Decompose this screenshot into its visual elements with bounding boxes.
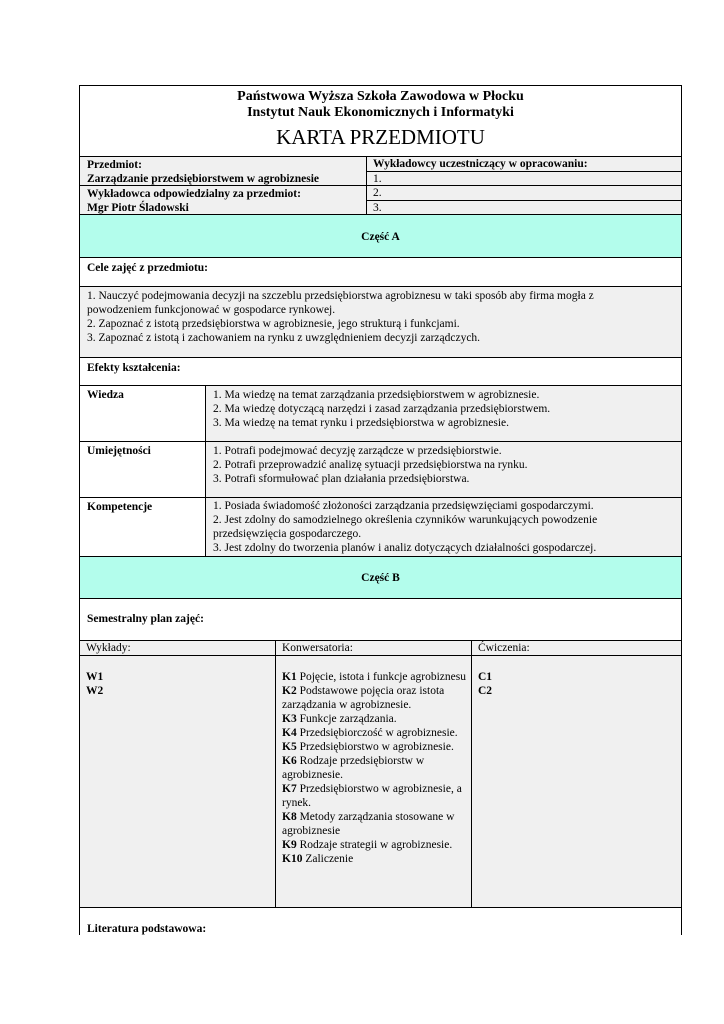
effect-content-cell bbox=[205, 385, 682, 442]
effect-label-skills: Umiejętności bbox=[87, 445, 151, 457]
effect-line: 2. Jest zdolny do samodzielnego określenia czynników warunkujących powodzenie bbox=[213, 514, 598, 526]
conversation-item: K6 Rodzaje przedsiębiorstw w agrobiznesie. bbox=[282, 755, 425, 781]
effect-label-competences: Kompetencje bbox=[87, 501, 153, 513]
effect-line: 1. Potrafi podejmować decyzję zarządcze w przedsiębiorstwie. bbox=[213, 445, 502, 457]
effect-knowledge-text bbox=[213, 388, 550, 430]
column-header bbox=[275, 640, 472, 656]
exercise-item: C2 bbox=[478, 685, 493, 697]
effect-content-cell bbox=[205, 441, 682, 498]
part-b-header bbox=[79, 556, 682, 599]
effect-line: 3. Jest zdolny do tworzenia planów i analiz dotyczących działalności gospodarczej. bbox=[213, 542, 597, 554]
goals-label: Cele zajęć z przedmiotu: bbox=[87, 262, 209, 274]
effect-label-cell bbox=[79, 385, 206, 442]
lecturer-cell bbox=[79, 185, 367, 215]
effect-line: 3. Ma wiedzę na temat rynku i przedsiębiorstwa w agrobiznesie. bbox=[213, 417, 510, 429]
subject-cell bbox=[79, 156, 367, 186]
part-a-header bbox=[79, 214, 682, 258]
goals-cell bbox=[79, 286, 682, 358]
conversation-item: K1 Pojęcie, istota i funkcje agrobiznesu bbox=[282, 671, 466, 683]
lectures-cell bbox=[79, 655, 276, 908]
conversation-item: K9 Rodzaje strategii w agrobiznesie. bbox=[282, 839, 453, 851]
goals-header bbox=[79, 257, 682, 287]
column-lectures: Wykłady: bbox=[86, 642, 131, 654]
effect-line: 1. Posiada świadomość złożoności zarządzania przedsięwzięciami gospodarczymi. bbox=[213, 500, 594, 512]
exercises-list bbox=[478, 670, 492, 698]
co-lecturers-label: Wykładowcy uczestniczący w opracowaniu: bbox=[373, 158, 588, 170]
lecture-item: W1 bbox=[86, 671, 104, 683]
subject-value: Zarządzanie przedsiębiorstwem w agrobiznesie bbox=[87, 173, 319, 185]
goal-line: 1. Nauczyć podejmowania decyzji na szczeblu przedsiębiorstwa agrobiznesu w taki sposób aby firma mogła z bbox=[87, 290, 594, 302]
institute-name: Instytut Nauk Ekonomicznych i Informatyki bbox=[247, 105, 514, 120]
conversation-item: K8 Metody zarządzania stosowane w agrobiznesie bbox=[282, 811, 455, 837]
conversations-list bbox=[282, 670, 468, 866]
page-title: KARTA PRZEDMIOTU bbox=[276, 125, 485, 149]
column-header bbox=[79, 640, 276, 656]
plan-label: Semestralny plan zajęć: bbox=[87, 613, 204, 625]
effects-label: Efekty kształcenia: bbox=[87, 362, 181, 374]
header-box bbox=[79, 85, 682, 157]
column-conversations: Konwersatoria: bbox=[282, 642, 353, 654]
effect-competences-text bbox=[213, 499, 597, 555]
effect-line: 2. Potrafi przeprowadzić analizę sytuacji przedsiębiorstwa na rynku. bbox=[213, 459, 528, 471]
conversation-item: K4 Przedsiębiorczość w agrobiznesie. bbox=[282, 727, 458, 739]
goals-text bbox=[87, 289, 594, 345]
effect-label-cell bbox=[79, 441, 206, 498]
plan-header bbox=[79, 598, 682, 641]
effect-line: 2. Ma wiedzę dotyczącą narzędzi i zasad zarządzania przedsiębiorstwem. bbox=[213, 403, 551, 415]
co-lecturer-row bbox=[366, 200, 682, 215]
column-header bbox=[471, 640, 682, 656]
effect-content-cell bbox=[205, 497, 682, 557]
part-a-label: Część A bbox=[361, 231, 400, 243]
co-lecturer-2: 2. bbox=[373, 187, 382, 199]
effect-line: 1. Ma wiedzę na temat zarządzania przedsiębiorstwem w agrobiznesie. bbox=[213, 389, 540, 401]
effect-line: 3. Potrafi sformułować plan działania przedsiębiorstwa. bbox=[213, 473, 470, 485]
part-b-label: Część B bbox=[361, 572, 400, 584]
literature-label: Literatura podstawowa: bbox=[87, 923, 207, 935]
goal-line: 3. Zapoznać z istotą i zachowaniem na rynku z uwzględnieniem decyzji zarządczych. bbox=[87, 332, 481, 344]
institution-name: Państwowa Wyższa Szkoła Zawodowa w Płocku bbox=[237, 89, 524, 104]
effect-label-knowledge: Wiedza bbox=[87, 389, 124, 401]
conversation-item: K7 Przedsiębiorstwo w agrobiznesie, a rynek. bbox=[282, 783, 462, 809]
co-lecturer-3: 3. bbox=[373, 202, 382, 214]
effects-header bbox=[79, 357, 682, 386]
exercise-item: C1 bbox=[478, 671, 493, 683]
literature-section bbox=[79, 907, 682, 935]
lecture-item: W2 bbox=[86, 685, 104, 697]
effect-line: przedsięwzięcia gospodarczego. bbox=[213, 528, 362, 540]
conversation-item: K2 Podstawowe pojęcia oraz istota zarządzania w agrobiznesie. bbox=[282, 685, 445, 711]
goal-line: 2. Zapoznać z istotą przedsiębiorstwa w agrobiznesie, jego strukturą i funkcjami. bbox=[87, 318, 460, 330]
lectures-list bbox=[86, 670, 103, 698]
lecturer-value: Mgr Piotr Śladowski bbox=[87, 202, 189, 214]
conversation-item: K10 Zaliczenie bbox=[282, 853, 354, 865]
exercises-cell bbox=[471, 655, 682, 908]
co-lecturers-header bbox=[366, 156, 682, 172]
co-lecturer-1: 1. bbox=[373, 173, 382, 185]
co-lecturer-row bbox=[366, 185, 682, 201]
co-lecturer-row bbox=[366, 171, 682, 186]
goal-line: powodzeniem funkcjonować w gospodarce rynkowej. bbox=[87, 304, 336, 316]
conversation-item: K5 Przedsiębiorstwo w agrobiznesie. bbox=[282, 741, 454, 753]
conversation-item: K3 Funkcje zarządzania. bbox=[282, 713, 397, 725]
conversations-cell bbox=[275, 655, 472, 908]
subject-label: Przedmiot: bbox=[87, 159, 142, 171]
effect-label-cell bbox=[79, 497, 206, 557]
lecturer-label: Wykładowca odpowiedzialny za przedmiot: bbox=[87, 188, 301, 200]
column-exercises: Ćwiczenia: bbox=[478, 642, 530, 654]
effect-skills-text bbox=[213, 444, 528, 486]
